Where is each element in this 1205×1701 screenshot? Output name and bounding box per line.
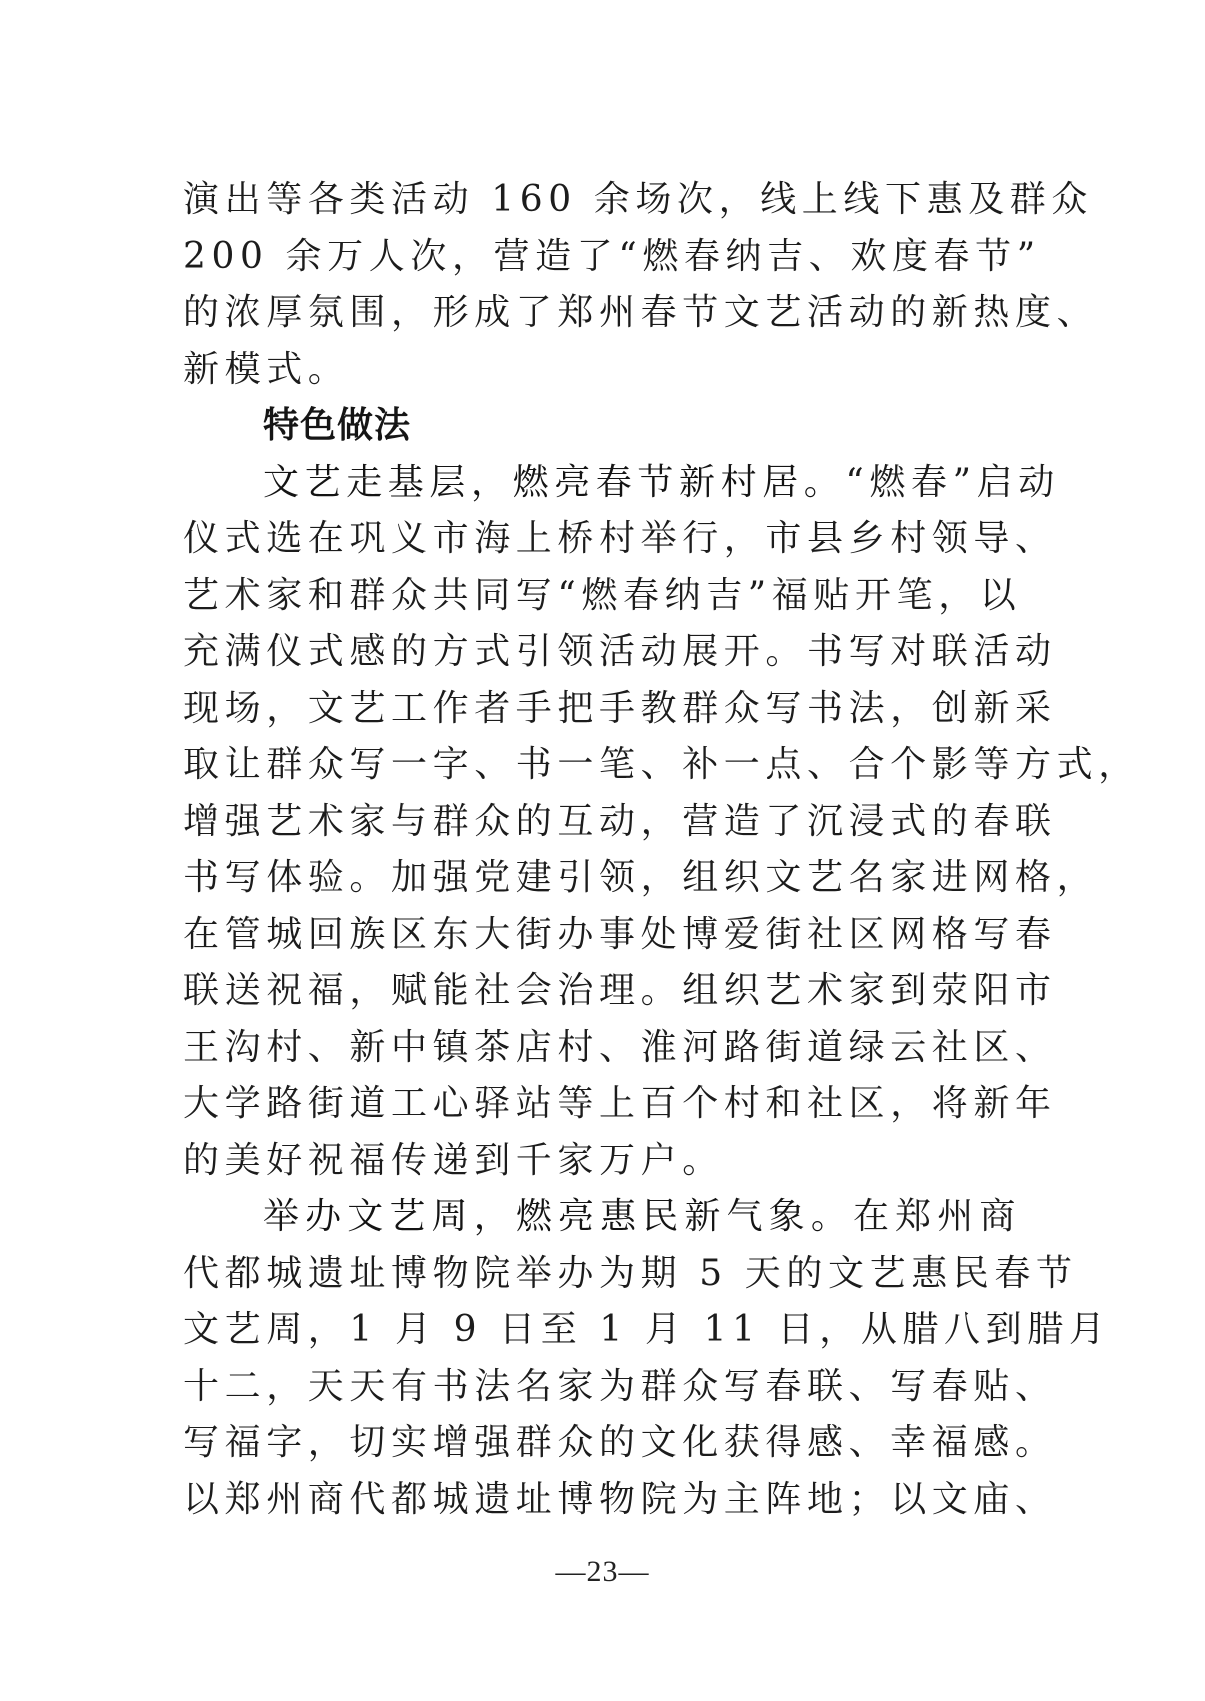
text-line: 以郑州商代都城遗址博物院为主阵地；以文庙、	[183, 1478, 1057, 1520]
text-line: 取让群众写一字、书一笔、补一点、合个影等方式，	[183, 744, 1140, 785]
text-line: 的浓厚氛围，形成了郑州春节文艺活动的新热度、	[183, 292, 1099, 333]
document-page	[183, 172, 1140, 1528]
paragraph-lead-phrase: 文艺走基层，燃亮春节新村居。	[263, 461, 846, 503]
text-fragment: 在郑州商	[852, 1196, 1021, 1237]
text-line: 大学路街道工心驿站等上百个村和社区，将新年	[183, 1083, 1057, 1124]
text-line: 增强艺术家与群众的互动，营造了沉浸式的春联	[183, 800, 1057, 842]
text-line: 联送祝福，赋能社会治理。组织艺术家到荥阳市	[183, 970, 1057, 1011]
paragraph-first-line	[183, 455, 1060, 512]
text-line: 艺术家和群众共同写“燃春纳吉”福贴开笔，以	[183, 574, 1022, 616]
text-line: 新模式。	[183, 348, 350, 390]
text-line: 仪式选在巩义市海上桥村举行，市县乡村领导、	[183, 518, 1057, 559]
paragraph-first-line	[183, 1189, 1021, 1246]
paragraph-intro-continuation	[183, 172, 1099, 398]
paragraph-lead-phrase: 举办文艺周，燃亮惠民新气象。	[263, 1196, 853, 1237]
page-number: —23—	[555, 1555, 650, 1588]
text-fragment: “燃春”启动	[845, 461, 1060, 503]
text-line: 文艺周，1 月 9 日至 1 月 11 日，从腊八到腊月	[183, 1309, 1111, 1350]
text-line: 在管城回族区东大街办事处博爱街社区网格写春	[183, 913, 1057, 955]
text-line: 书写体验。加强党建引领，组织文艺名家进网格，	[183, 857, 1099, 898]
text-line: 十二，天天有书法名家为群众写春联、写春贴、	[183, 1365, 1057, 1407]
text-line: 写福字，切实增强群众的文化获得感、幸福感。	[183, 1422, 1057, 1463]
section-heading: 特色做法	[263, 405, 412, 446]
text-line: 代都城遗址博物院举办为期 5 天的文艺惠民春节	[183, 1252, 1078, 1294]
text-line: 的美好祝福传递到千家万户。	[183, 1139, 724, 1181]
text-line: 现场，文艺工作者手把手教群众写书法，创新采	[183, 687, 1057, 729]
text-line: 王沟村、新中镇茶店村、淮河路街道绿云社区、	[183, 1026, 1057, 1068]
paragraph-grassroots	[183, 455, 1140, 1190]
text-line: 充满仪式感的方式引领活动展开。书写对联活动	[183, 631, 1057, 672]
paragraph-art-week	[183, 1189, 1111, 1528]
text-line: 200 余万人次，营造了“燃春纳吉、欢度春节”	[183, 235, 1041, 277]
text-line: 演出等各类活动 160 余场次，线上线下惠及群众	[183, 179, 1093, 220]
